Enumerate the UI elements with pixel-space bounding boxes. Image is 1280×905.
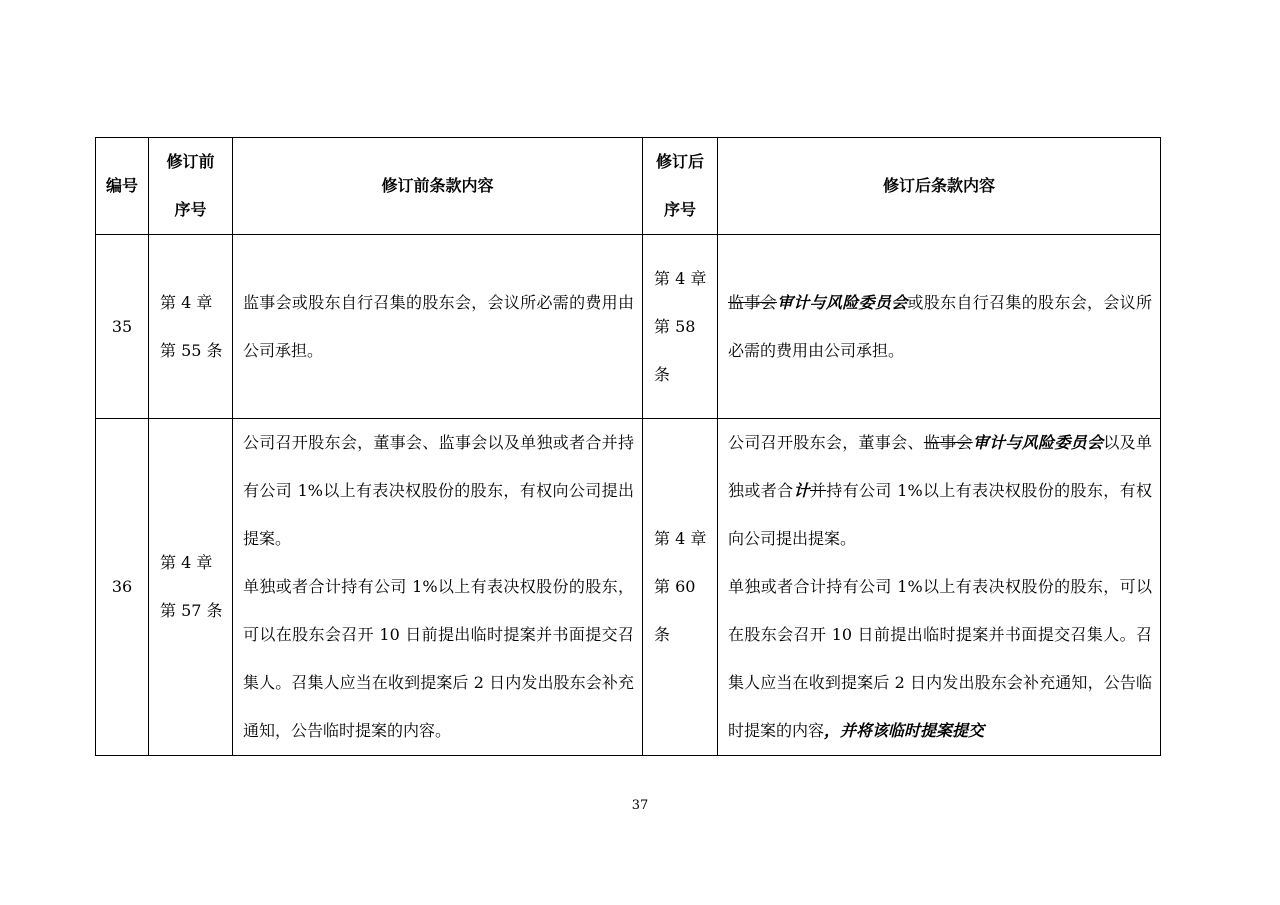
after-content <box>718 419 1161 756</box>
after-ref <box>643 235 718 419</box>
after-ref-article: 第 58 <box>654 316 696 336</box>
after-ref-article-suffix: 条 <box>654 625 671 644</box>
header-before-content: 修订前条款内容 <box>233 138 643 235</box>
header-after-content: 修订后条款内容 <box>718 138 1161 235</box>
header-after-ref-line2: 序号 <box>663 200 696 219</box>
before-ref-article: 第 57 条 <box>160 601 223 620</box>
table-row <box>96 419 1161 756</box>
header-before-ref-line2: 序号 <box>174 200 207 219</box>
after-content <box>718 235 1161 419</box>
before-ref <box>149 419 233 756</box>
before-ref-chapter: 第 4 章 <box>160 553 213 572</box>
after-ref-chapter: 第 4 章 <box>654 529 707 548</box>
table-header-row <box>96 138 1161 235</box>
inserted-text: 计 <box>793 481 810 500</box>
after-content-para-2 <box>728 563 1152 755</box>
deleted-text: 并 <box>809 481 827 500</box>
content-text: 以及单独或者合 <box>728 433 1152 500</box>
before-content-para-2: 单独或者合计持有公司 1%以上有表决权股份的股东，可以在股东会召开 10 日前提出临时提案并书面提交召集人。召集人应当在收到提案后 2 日内发出股东会补充通知，公告临时提案的内容。 <box>243 577 634 740</box>
deleted-text: 监事会 <box>728 292 777 312</box>
content-text: 或股东自行召集的股东会，会议所必需的费用由公司承担。 <box>728 292 1152 360</box>
after-ref-chapter: 第 4 章 <box>654 268 707 288</box>
header-after-ref <box>643 138 718 235</box>
before-content <box>233 235 643 419</box>
before-content-para-1: 公司召开股东会，董事会、监事会以及单独或者合并持有公司 1%以上有表决权股份的股东，有权向公司提出提案。 <box>243 433 634 548</box>
page-number: 37 <box>631 798 649 813</box>
before-content <box>233 419 643 756</box>
header-after-ref-line1: 修订后 <box>655 152 704 171</box>
inserted-text: 审计与风险委员会 <box>972 433 1104 452</box>
header-before-ref <box>149 138 233 235</box>
content-text: 单独或者合计持有公司 1%以上有表决权股份的股东，可以在股东会召开 10 日前提出临时提案并书面提交召集人。召集人应当在收到提案后 2 日内发出股东会补充通知，公告临时提案的内容 <box>728 577 1152 740</box>
inserted-text: 审计与风险委员会 <box>776 292 908 312</box>
content-text: 持有公司 1%以上有表决权股份的股东，有权向公司提出提案。 <box>728 481 1152 548</box>
after-ref-article-suffix: 条 <box>654 364 671 384</box>
before-ref <box>149 235 233 419</box>
header-num: 编号 <box>96 138 149 235</box>
revision-table <box>95 137 1161 756</box>
header-before-ref-line1: 修订前 <box>166 152 215 171</box>
row-num: 36 <box>96 419 149 756</box>
after-ref-article: 第 60 <box>654 577 696 596</box>
before-ref-chapter: 第 4 章 <box>160 292 213 312</box>
after-content-para-1 <box>728 419 1152 563</box>
deleted-text: 监事会 <box>923 433 973 452</box>
table-row <box>96 235 1161 419</box>
content-text: 公司召开股东会，董事会、 <box>728 433 924 452</box>
before-content-para: 监事会或股东自行召集的股东会，会议所必需的费用由公司承担。 <box>243 292 634 360</box>
row-num: 35 <box>96 235 149 419</box>
inserted-text: ，并将该临时提案提交 <box>824 721 985 740</box>
before-ref-article: 第 55 条 <box>160 340 223 360</box>
after-ref <box>643 419 718 756</box>
